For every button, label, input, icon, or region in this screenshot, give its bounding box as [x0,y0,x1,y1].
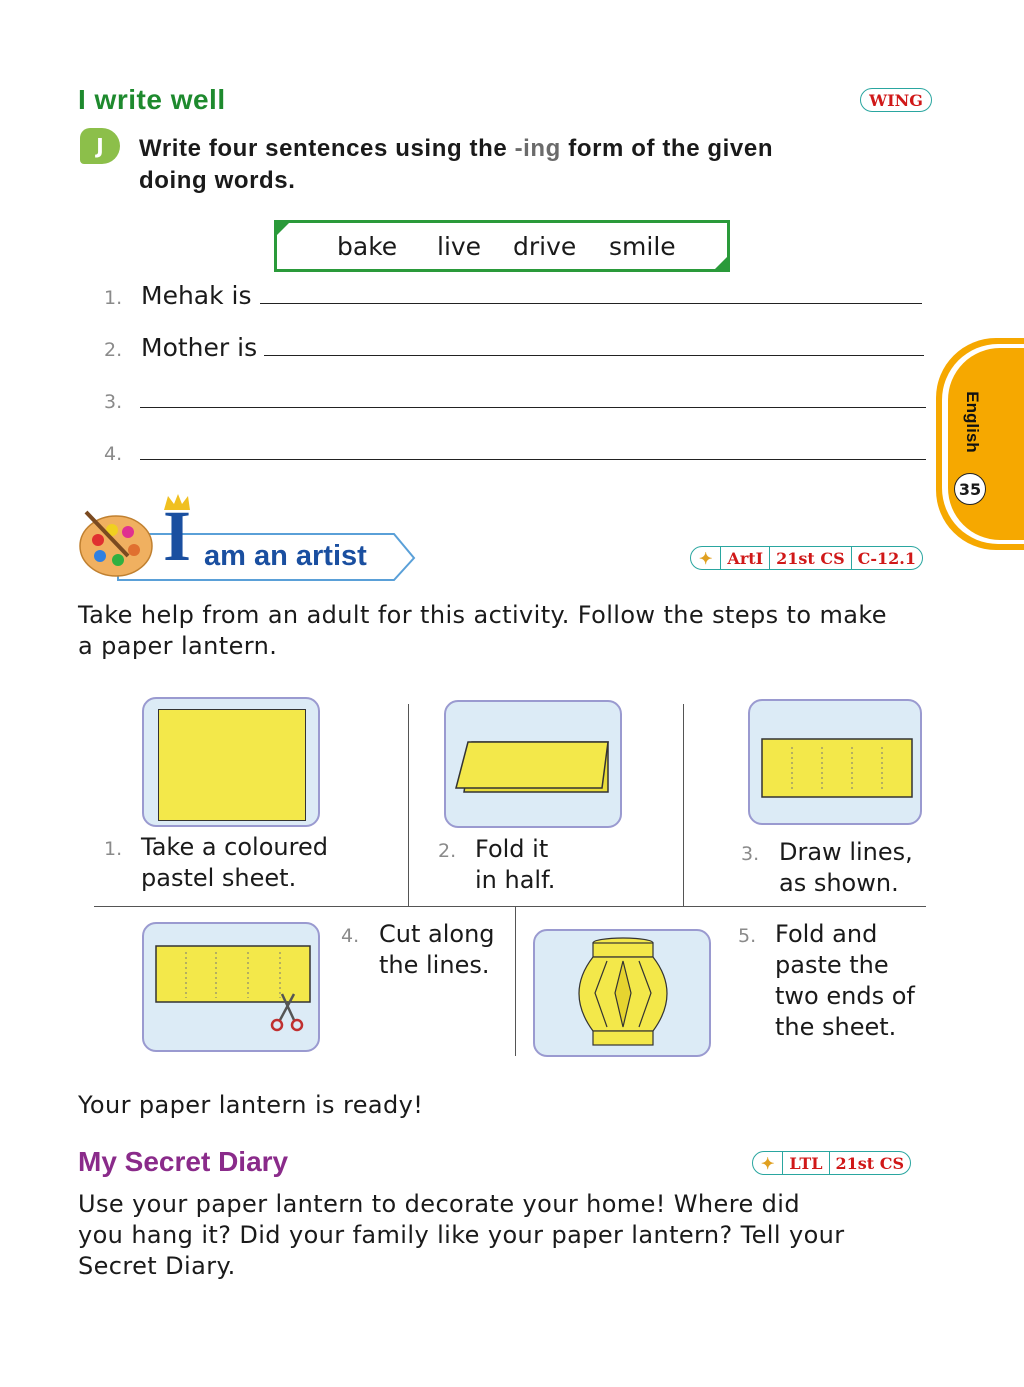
ready-text: Your paper lantern is ready! [78,1091,424,1119]
step3-text: Draw lines, as shown. [779,838,913,897]
pinwheel-icon: ✦ [699,548,713,568]
yellow-sheet [158,709,306,821]
lantern-icon [535,931,713,1059]
word-box [274,220,730,272]
artist-title: am an artist [204,540,367,572]
wing-tag: WING [860,88,932,112]
step2-text: Fold it in half. [475,835,556,894]
artist-tags: ✦ ArtI 21st CS C-12.1 [690,546,923,570]
divider [94,906,926,907]
instruction-text: Write four sentences using the -ing form of the given doing words. [139,135,774,194]
step3-image [748,699,922,825]
divider [683,704,684,906]
answer-line-3[interactable] [140,407,926,408]
step5-image [533,929,711,1057]
subject-label: English [963,391,982,453]
answer-line-2[interactable] [264,355,924,356]
step1-image [142,697,320,827]
item-number: 4. [104,443,123,465]
palette-icon [80,512,152,576]
step-number: 2. [438,840,457,862]
word-smile: smile [609,232,676,261]
step-number: 4. [341,925,360,947]
word-drive: drive [513,232,577,261]
divider [515,906,516,1056]
answer-line-4[interactable] [140,459,926,460]
step5-text: Fold and paste the two ends of the sheet. [775,920,915,1041]
section-title-write: I write well [78,84,226,115]
word-bake: bake [337,232,398,261]
word-live: live [437,232,482,261]
step4-text: Cut along the lines. [379,920,495,979]
section-title-diary: My Secret Diary [78,1146,289,1177]
divider [408,704,409,906]
page-number: 35 [954,473,986,505]
item-prompt: Mehak is [141,281,252,310]
step4-image [142,922,320,1052]
step-number: 1. [104,838,123,860]
pinwheel-icon: ✦ [761,1153,775,1173]
step2-image [444,700,622,828]
step1-text: Take a coloured pastel sheet. [141,833,328,892]
item-number: 2. [104,339,123,361]
step-number: 5. [738,925,757,947]
diary-text: Use your paper lantern to decorate your home! Where did you hang it? Did your family like your paper lantern? Tell your Secret Diary. [78,1190,845,1280]
artist-title-big: I [163,496,192,576]
diary-tags: ✦ LTL 21st CS [752,1151,911,1175]
item-number: 3. [104,391,123,413]
step-number: 3. [741,843,760,865]
activity-intro: Take help from an adult for this activity. Follow the steps to make a paper lantern. [78,601,887,660]
answer-line-1[interactable] [260,303,922,304]
item-number: 1. [104,287,123,309]
badge-j: J [80,128,120,164]
item-prompt: Mother is [141,333,258,362]
